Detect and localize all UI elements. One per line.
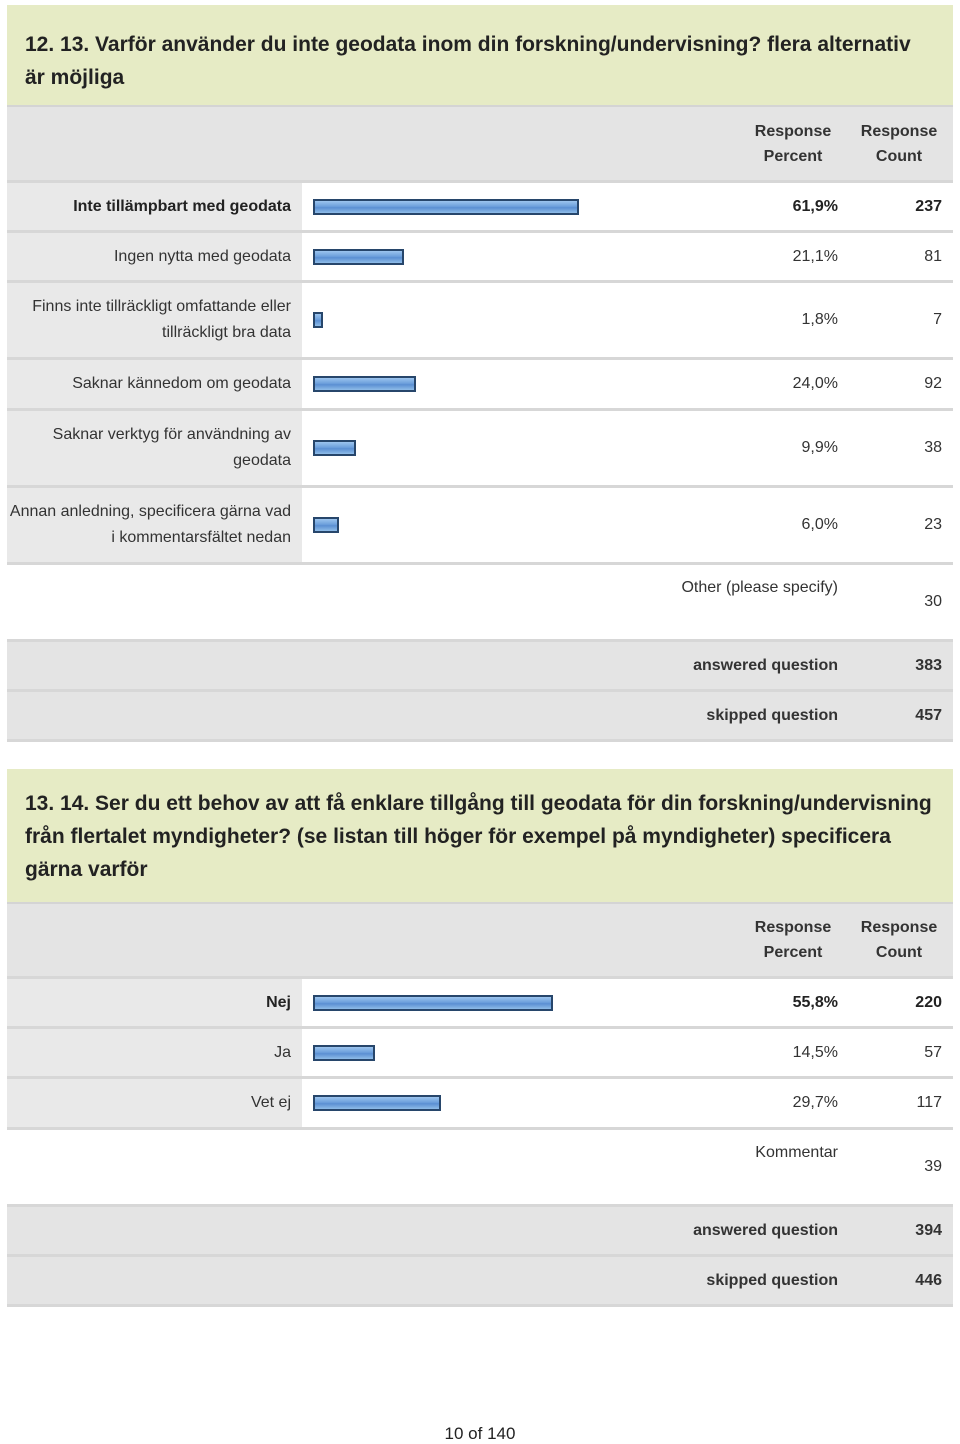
other-row <box>7 1130 953 1207</box>
response-bar <box>313 199 579 215</box>
response-count: 81 <box>924 247 942 265</box>
other-row <box>7 565 953 642</box>
answered-count: 394 <box>915 1221 942 1239</box>
table-header <box>7 904 953 979</box>
answer-label: Inte tillämpbart med geodata <box>7 183 302 230</box>
answered-row <box>7 642 953 692</box>
response-bar <box>313 440 356 456</box>
response-bar <box>313 1095 441 1111</box>
header-response-count: Response Count <box>860 122 938 165</box>
table-row <box>7 411 953 488</box>
question-title: 12. 13. Varför använder du inte geodata inom din forskning/undervisning? flera alternativ är möjliga <box>7 5 953 107</box>
question-1 <box>7 5 953 742</box>
answer-label: Vet ej <box>7 1079 302 1127</box>
response-bar <box>313 1045 375 1061</box>
answer-label: Saknar kännedom om geodata <box>7 360 302 408</box>
response-percent: 6,0% <box>801 516 838 533</box>
answer-label: Ingen nytta med geodata <box>7 233 302 280</box>
table-row <box>7 1029 953 1079</box>
response-count: 38 <box>924 439 942 456</box>
response-count: 117 <box>916 1094 942 1111</box>
comment-count: 39 <box>924 1158 942 1175</box>
answer-label: Annan anledning, specificera gärna vad i kommentarsfältet nedan <box>7 488 302 562</box>
header-response-percent: Response Percent <box>754 122 832 165</box>
table-row <box>7 488 953 565</box>
response-percent: 1,8% <box>801 311 838 328</box>
response-count: 220 <box>915 993 942 1011</box>
answer-label: Nej <box>7 979 302 1026</box>
answered-count: 383 <box>915 656 942 674</box>
skipped-label: skipped question <box>706 1271 838 1289</box>
other-label: Other (please specify) <box>681 579 838 596</box>
question-title: 13. 14. Ser du ett behov av att få enklare tillgång till geodata för din forskning/undervisning från flertalet myndigheter? (se listan till höger för exempel på myndigheter) specificera gärna varför <box>7 769 953 904</box>
response-percent: 21,1% <box>792 247 838 265</box>
response-percent: 14,5% <box>792 1043 838 1061</box>
response-count: 237 <box>915 197 942 215</box>
table-header <box>7 107 953 183</box>
response-percent: 9,9% <box>801 439 838 456</box>
answered-label: answered question <box>693 656 838 674</box>
skipped-count: 457 <box>915 706 942 724</box>
answered-row <box>7 1207 953 1257</box>
response-bar <box>313 995 553 1011</box>
response-bar <box>313 517 339 533</box>
response-count: 57 <box>924 1043 942 1061</box>
other-count: 30 <box>924 593 942 610</box>
response-percent: 55,8% <box>792 993 838 1011</box>
skipped-label: skipped question <box>706 706 838 724</box>
answer-label: Ja <box>7 1029 302 1076</box>
response-percent: 29,7% <box>792 1094 838 1111</box>
response-percent: 61,9% <box>792 197 838 215</box>
skipped-row <box>7 1257 953 1307</box>
header-response-count: Response Count <box>860 919 938 961</box>
response-count: 7 <box>933 311 942 328</box>
response-bar <box>313 376 416 392</box>
answered-label: answered question <box>693 1221 838 1239</box>
table-row <box>7 360 953 411</box>
skipped-count: 446 <box>915 1271 942 1289</box>
answer-label: Saknar verktyg för användning av geodata <box>7 411 302 485</box>
table-row <box>7 979 953 1029</box>
table-row <box>7 233 953 283</box>
response-bar <box>313 249 404 265</box>
response-count: 92 <box>924 375 942 392</box>
page-number: 10 of 140 <box>444 1424 516 1443</box>
comment-label: Kommentar <box>755 1144 838 1161</box>
response-bar <box>313 312 323 328</box>
answer-label: Finns inte tillräckligt omfattande eller tillräckligt bra data <box>7 283 302 357</box>
response-percent: 24,0% <box>792 375 838 392</box>
header-response-percent: Response Percent <box>754 919 832 961</box>
table-row <box>7 283 953 360</box>
response-count: 23 <box>924 516 942 533</box>
table-row <box>7 183 953 233</box>
question-2 <box>7 769 953 1307</box>
table-row <box>7 1079 953 1130</box>
skipped-row <box>7 692 953 742</box>
